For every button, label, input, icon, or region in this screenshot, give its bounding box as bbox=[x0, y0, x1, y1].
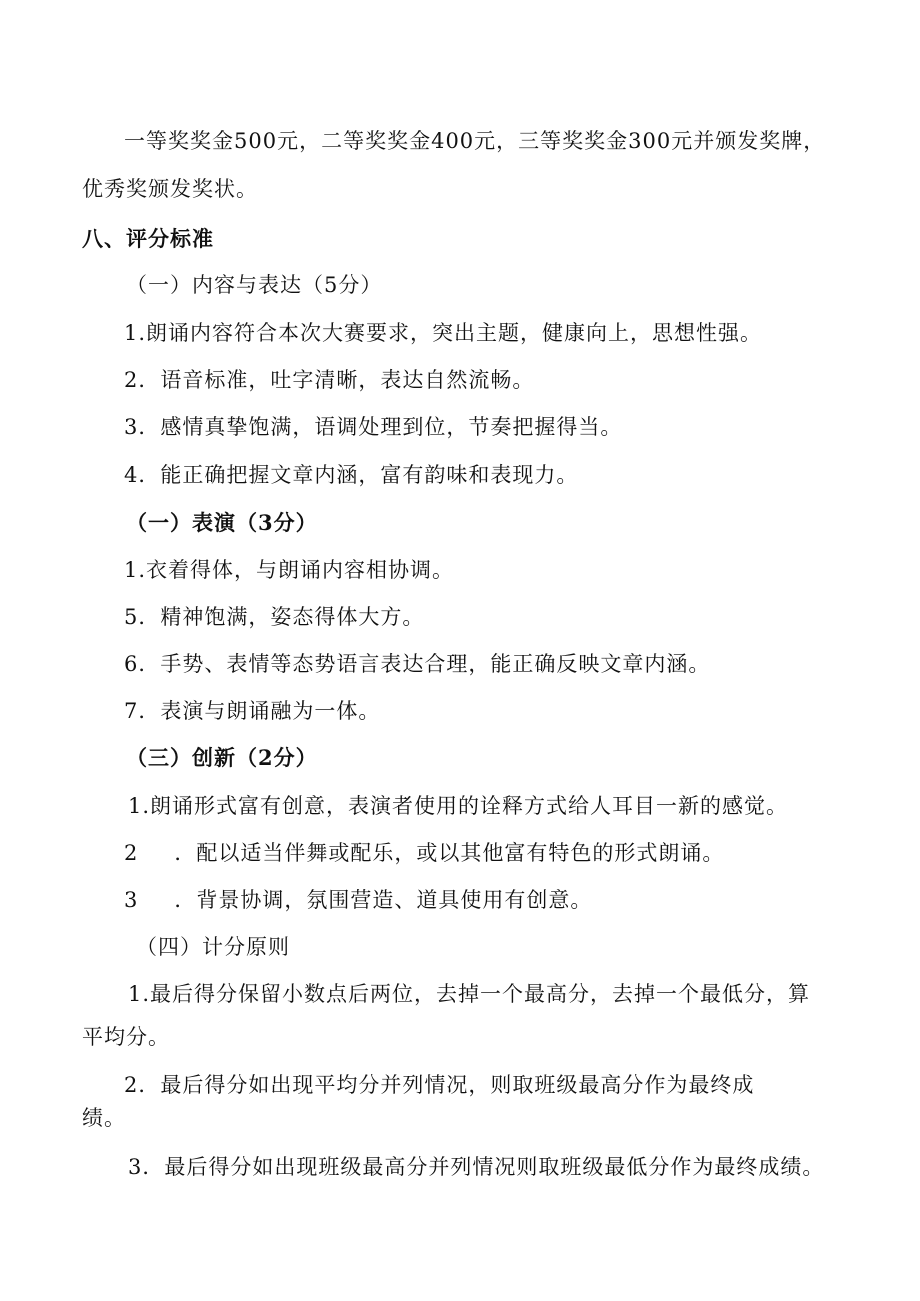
criterion-item: 5．精神饱满，姿态得体大方。 bbox=[124, 605, 425, 629]
criterion-text: ．背景协调，氛围营造、道具使用有创意。 bbox=[174, 888, 593, 912]
criterion-number: 2 bbox=[124, 841, 139, 865]
subsection-title-content-expression: （一）内容与表达（5分） bbox=[126, 273, 383, 297]
criterion-text: ．配以适当伴舞或配乐，或以其他富有特色的形式朗诵。 bbox=[174, 841, 725, 865]
criterion-item-line-2: 平均分。 bbox=[82, 1025, 170, 1049]
subsection-title-scoring-principles: （四）计分原则 bbox=[136, 935, 290, 959]
criterion-item: 1.朗诵形式富有创意，表演者使用的诠释方式给人耳目一新的感觉。 bbox=[128, 794, 789, 818]
subsection-title-performance: （一）表演（3分） bbox=[126, 510, 318, 535]
criterion-item-line-1: 1.最后得分保留小数点后两位，去掉一个最高分，去掉一个最低分，算 bbox=[128, 982, 811, 1006]
criterion-item: 7．表演与朗诵融为一体。 bbox=[124, 699, 381, 723]
criterion-item-line-2: 绩。 bbox=[82, 1106, 126, 1130]
criterion-item bbox=[124, 885, 592, 915]
section-heading-scoring-criteria: 八、评分标准 bbox=[82, 226, 214, 251]
subsection-title-innovation: （三）创新（2分） bbox=[126, 745, 318, 770]
prize-paragraph-line-1: 一等奖奖金500元，二等奖奖金400元，三等奖奖金300元并颁发奖牌， bbox=[124, 129, 826, 153]
prize-paragraph-line-2: 优秀奖颁发奖状。 bbox=[82, 177, 258, 201]
criterion-item: 1.朗诵内容符合本次大赛要求，突出主题，健康向上，思想性强。 bbox=[124, 321, 763, 345]
criterion-item: 2．语音标准，吐字清晰，表达自然流畅。 bbox=[124, 368, 535, 392]
criterion-item: 3．感情真挚饱满，语调处理到位，节奏把握得当。 bbox=[124, 415, 623, 439]
criterion-item-line-1: 2．最后得分如出现平均分并列情况，则取班级最高分作为最终成 bbox=[124, 1073, 755, 1097]
criterion-item: 1.衣着得体，与朗诵内容相协调。 bbox=[124, 558, 455, 582]
criterion-item: 6．手势、表情等态势语言表达合理，能正确反映文章内涵。 bbox=[124, 652, 711, 676]
criterion-item bbox=[124, 838, 724, 868]
criterion-number: 3 bbox=[124, 888, 139, 912]
criterion-item: 3．最后得分如出现班级最高分并列情况则取班级最低分作为最终成绩。 bbox=[128, 1155, 825, 1179]
criterion-item: 4．能正确把握文章内涵，富有韵味和表现力。 bbox=[124, 463, 579, 487]
